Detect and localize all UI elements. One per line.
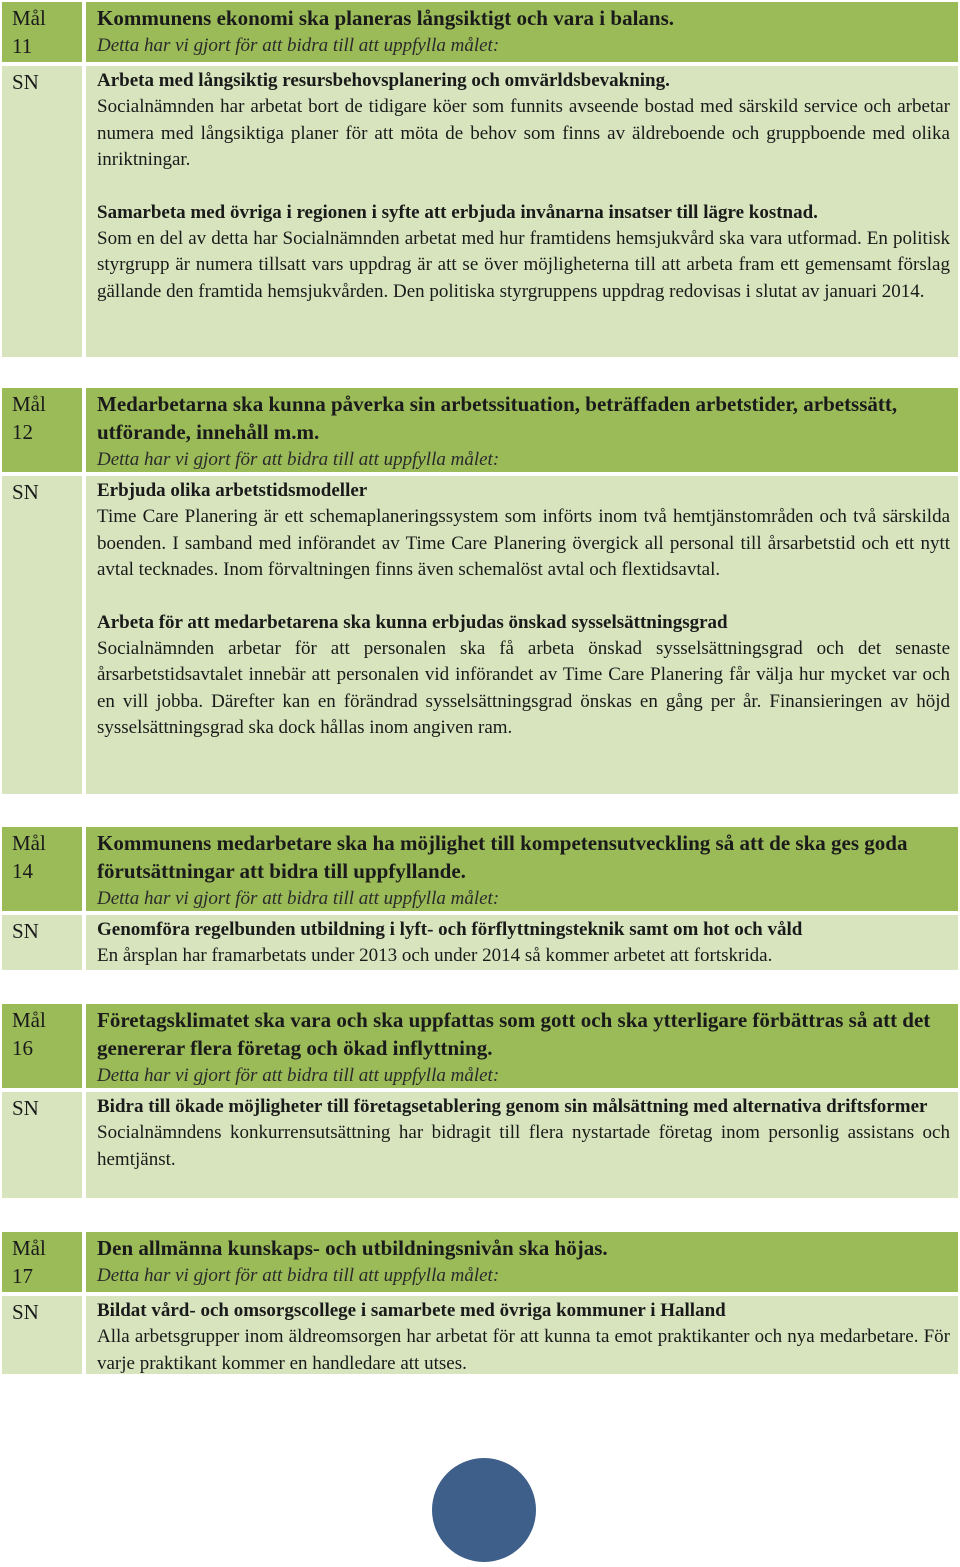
action-text: Socialnämndens konkurrensutsättning har bidragit till flera nystartade företag inom personlig assistans och hemtjänst. (97, 1122, 950, 1170)
action-heading: Genomföra regelbunden utbildning i lyft- och förflyttningsteknik samt om hot och våld (97, 919, 803, 940)
committee-label: SN (12, 1096, 39, 1120)
goal-number: 16 (12, 1036, 33, 1060)
goal-label-cell (2, 2, 82, 62)
committee-label-cell (2, 66, 82, 357)
action-text: Som en del av detta har Socialnämnden arbetat med hur framtidens hemsjukvård ska vara utformad. En politisk styrgrupp är numera tillsatt vars uppdrag är att se över möjligheterna till att arbeta fram ett gemensamt förslag gällande den framtida hemsjukvården. Den politiska styrgruppens uppdrag redovisas i slutat av januari 2014. (97, 227, 950, 302)
action-heading: Bidra till ökade möjligheter till företagsetablering genom sin målsättning med alternativa driftsformer (97, 1096, 928, 1117)
action-heading: Erbjuda olika arbetstidsmodeller (97, 480, 368, 501)
goal-label: Mål (12, 1236, 46, 1260)
goal-number: 12 (12, 420, 33, 444)
goal-label-cell (2, 1232, 82, 1292)
goal-title: Medarbetarna ska kunna påverka sin arbetssituation, beträffaden arbetstider, arbetssätt, utförande, innehåll m.m. (97, 392, 898, 444)
goal-header-cell (86, 827, 958, 911)
goal-label-cell (2, 827, 82, 911)
committee-label: SN (12, 70, 39, 94)
action-heading: Samarbeta med övriga i regionen i syfte att erbjuda invånarna insatser till lägre kostnad. (97, 201, 818, 223)
goal-content-cell (86, 1296, 958, 1374)
goal-title: Den allmänna kunskaps- och utbildningsnivån ska höjas. (97, 1236, 608, 1260)
action-heading: Arbeta med långsiktig resursbehovsplanering och omvärldsbevakning. (97, 70, 670, 91)
committee-label: SN (12, 1300, 39, 1324)
goal-title: Kommunens ekonomi ska planeras långsiktigt och vara i balans. (97, 6, 675, 30)
goal-number: 17 (12, 1264, 33, 1288)
goal-title: Kommunens medarbetare ska ha möjlighet till kompetensutveckling så att de ska ges goda förutsättningar att bidra till uppfyllande. (97, 831, 908, 883)
goal-content-cell (86, 1092, 958, 1198)
page-marker-circle (432, 1458, 536, 1562)
goal-header-cell (86, 1232, 958, 1292)
committee-label: SN (12, 480, 39, 504)
goal-header-cell (86, 2, 958, 62)
goal-label: Mål (12, 6, 46, 30)
action-text: Socialnämnden har arbetat bort de tidigare köer som funnits avseende bostad med särskild service och arbetar numera med långsiktiga planer för att möta de behov som finns av äldreboende och gruppboende med olika inriktningar. (97, 96, 950, 170)
action-heading: Bildat vård- och omsorgscollege i samarbete med övriga kommuner i Halland (97, 1300, 726, 1321)
goal-content-cell (86, 66, 958, 357)
goal-content-cell (86, 915, 958, 970)
action-heading: Arbeta för att medarbetarena ska kunna erbjudas önskad sysselsättningsgrad (97, 611, 728, 633)
goal-intro: Detta har vi gjort för att bidra till att uppfylla målet: (97, 1265, 500, 1286)
goal-label: Mål (12, 831, 46, 855)
action-text: Alla arbetsgrupper inom äldreomsorgen har arbetat för att kunna ta emot praktikanter och nya medarbetare. För varje praktikant kommer en handledare att utses. (97, 1326, 950, 1374)
action-text: En årsplan har framarbetats under 2013 och under 2014 så kommer arbetet att fortskrida. (97, 945, 773, 966)
goal-content-cell (86, 476, 958, 794)
action-text: Time Care Planering är ett schemaplaneringssystem som införts inom två hemtjänstområden och två särskilda boenden. I samband med införandet av Time Care Planering övergick all personal till årsarbetstid och ett nytt avtal tecknades. Inom förvaltningen finns även schemalöst avtal och flextidsavtal. (97, 506, 950, 580)
goal-header-cell (86, 1004, 958, 1088)
goal-header-cell (86, 388, 958, 472)
goal-intro: Detta har vi gjort för att bidra till att uppfylla målet: (97, 888, 500, 909)
goal-label: Mål (12, 1008, 46, 1032)
goal-block-11 (2, 2, 958, 357)
goal-label-cell (2, 388, 82, 472)
goal-intro: Detta har vi gjort för att bidra till att uppfylla målet: (97, 449, 500, 470)
goal-block-16 (2, 1004, 958, 1198)
committee-label-cell (2, 1092, 82, 1198)
committee-label: SN (12, 919, 39, 943)
goal-block-17 (2, 1232, 958, 1374)
goal-label: Mål (12, 392, 46, 416)
goal-block-12 (2, 388, 958, 794)
committee-label-cell (2, 915, 82, 970)
goal-intro: Detta har vi gjort för att bidra till att uppfylla målet: (97, 35, 500, 56)
goal-label-cell (2, 1004, 82, 1088)
goal-block-14 (2, 827, 958, 970)
goal-intro: Detta har vi gjort för att bidra till att uppfylla målet: (97, 1065, 500, 1086)
committee-label-cell (2, 1296, 82, 1374)
goal-number: 11 (12, 34, 33, 58)
committee-label-cell (2, 476, 82, 794)
action-text: Socialnämnden arbetar för att personalen ska få arbeta önskad sysselsättningsgrad och det senaste årsarbetstidsavtalet innebär att personalen vid införandet av Time Care Planering får välja hur mycket var och en vill jobba. Därefter kan en förändrad sysselsättningsgrad önskas en gång per år. Finansieringen av höjd sysselsättningsgrad ska dock hållas inom angiven ram. (97, 637, 950, 738)
goal-title: Företagsklimatet ska vara och ska uppfattas som gott och ska ytterligare förbättras så att det genererar flera företag och ökad inflyttning. (97, 1008, 931, 1060)
goal-number: 14 (12, 859, 33, 883)
